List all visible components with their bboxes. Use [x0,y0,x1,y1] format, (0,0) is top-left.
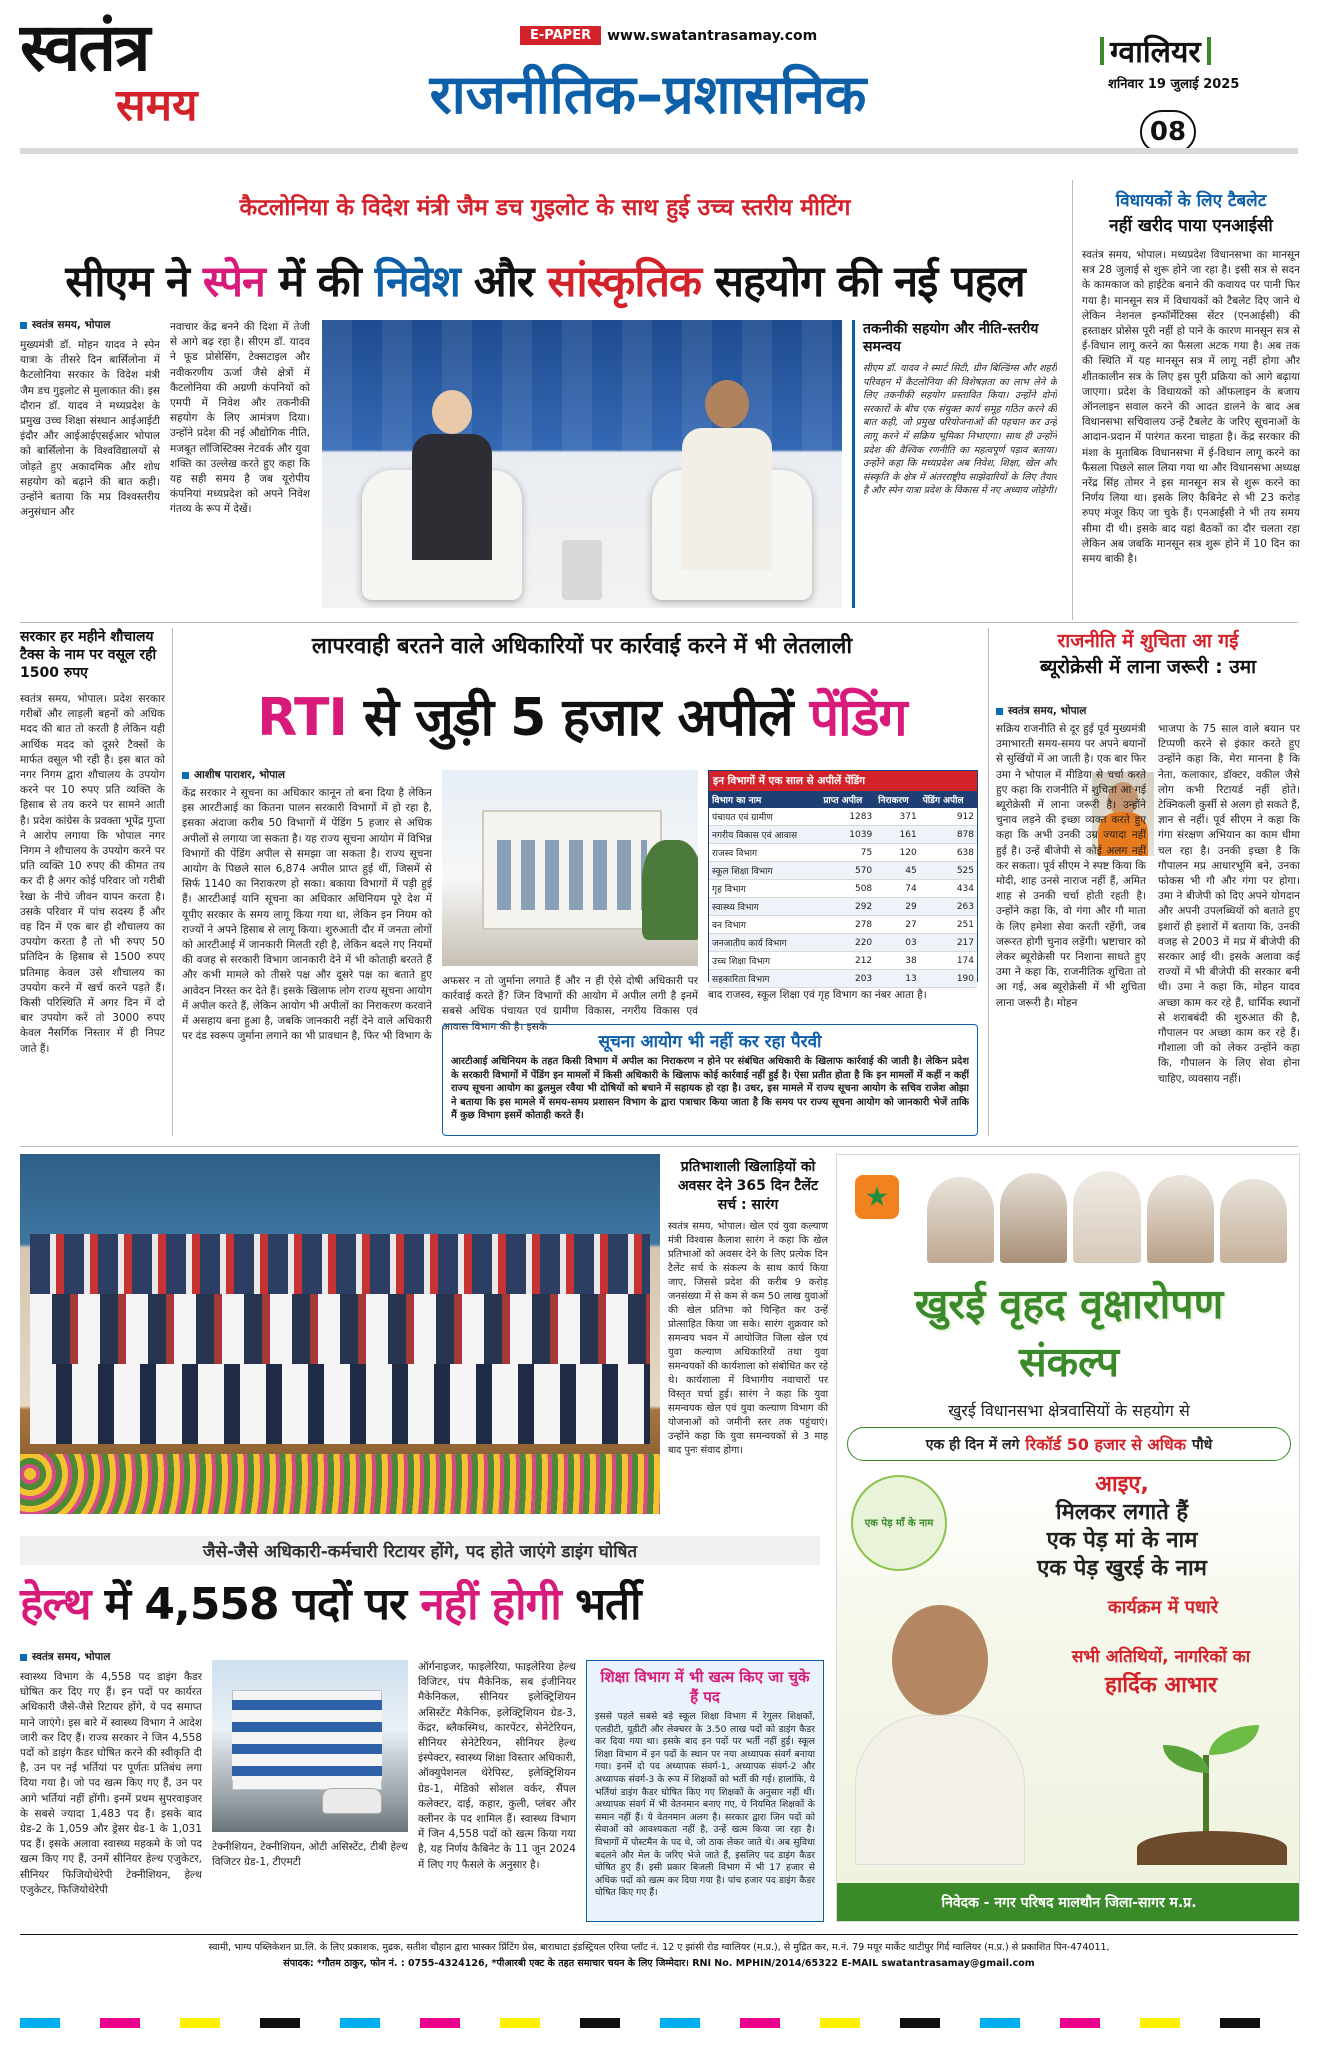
lead-col2: नवाचार केंद्र बनने की दिशा में तेजी से आगे बढ़ रहा है। सीएम डॉ. यादव ने फूड प्रोसेसिंग, टेक्सटाइल और नवीकरणीय ऊर्जा जैसे क्षेत्रों में कैटलोनिया की अग्रणी कंपनियों को एमपी में निवेश और तकनीकी सहयोग के लिए आमंत्रण दिया। उन्होंने प्रदेश की नई औद्योगिक नीति, मजबूत लॉजिस्टिक्स नेटवर्क और युवा शक्ति का उल्लेख करते हुए कहा कि यह सही समय है जब यूरोपीय कंपनियां मध्यप्रदेश को अपने निवेश गंतव्य के रूप में देखें। [170,321,310,516]
table-cell: 1283 [820,808,875,826]
advert-footer: निवेदक - नगर परिषद मालथौन जिला-सागर म.प्र. [837,1883,1300,1922]
portrait-head-icon [892,1605,988,1715]
health-col2: ऑर्गनाइजर, फाइलेरिया, फाइलेरिया हेल्थ विजिटर, पंप मैकेनिक, सब इंजीनियर मैकेनिकल, सीनियर इलेक्ट्रिशियन असिस्टेंट मैकेनिक, इलेक्ट्रिशियन ग्रेड-3, केंद्रर, ब्लैकस्मिथ, कारपेंटर, सेनेटेरियन, सीनियर सेनेटेरियन, सीनियर हेल्थ इंस्पेक्टर, स्वास्थ्य शिक्षा विस्तार अधिकारी, ऑक्युपेशनल थेरेपिस्ट, इलेक्ट्रिशियन ग्रेड-1, मेडिको सोशल वर्कर, सैंपल कलेक्टर, दाई, कहार, कुली, प्लंबर और क्लीनर के पद शामिल हैं। स्वास्थ्य विभाग में जिन 4,558 पदों को खत्म किया गया है, यह निर्णय कैबिनेट के 11 जून 2024 में लिए गए फैसले के अनुसार है। [418,1661,576,1871]
uma-headline [996,628,1300,680]
headline-part: पेंडिंग [809,688,907,748]
table-cell: 75 [820,844,875,862]
table-row [709,916,977,934]
thanks-line1: सभी अतिथियों, नागरिकों का [1071,1647,1251,1667]
table-cell: नगरीय विकास एवं आवास [709,826,820,844]
headline-part: सांस्कृतिक [547,257,702,307]
table-cell: 278 [820,916,875,934]
section-divider [20,1146,1298,1147]
table-cell: 45 [875,862,920,880]
program-line: कार्यक्रम में पधारे [1107,1597,1219,1618]
headline-part: स्पेन [202,257,265,307]
advert-title-line1: खुरई वृहद वृक्षारोपण [914,1280,1224,1328]
campaign-badge-text: एक पेड़ माँ के नाम [864,1517,934,1529]
byline-text: स्वतंत्र समय, भोपाल [1008,705,1087,717]
table-header-row [709,791,977,808]
masthead-divider [20,148,1298,154]
headline-part: सीएम ने [65,257,203,307]
toilet-headline: सरकार हर महीने शौचालय टैक्स के नाम पर वसूल रही 1500 रुपए [20,629,157,681]
table-cell: 190 [920,970,977,988]
byline-text: स्वतंत्र समय, भोपाल [32,319,111,331]
boxout-title: शिक्षा विभाग में भी खत्म किए जा चुके हैं पद [600,1668,810,1706]
table-row [709,844,977,862]
health-headline [20,1572,820,1632]
leader-portrait-icon [1220,1179,1287,1263]
rti-byline [182,768,285,782]
city-label [1100,30,1211,71]
advert-record-banner [847,1427,1291,1461]
leader-portrait-icon [1000,1173,1067,1263]
table-cell: 174 [920,952,977,970]
invite-line: एक पेड़ मां के नाम [1046,1528,1198,1553]
table-title: इन विभागों में एक साल से अपीलें पेंडिंग [709,771,977,791]
health-kicker: जैसे-जैसे अधिकारी-कर्मचारी रिटायर होंगे, पद होते जाएंगे डाइंग घोषित [20,1536,820,1565]
leader-portrait-icon [927,1177,994,1263]
column-divider [988,628,989,1136]
table-cell: 74 [875,880,920,898]
minister-portrait [855,1585,1025,1865]
lead-photo [322,320,842,608]
table-header: पेंडिंग अपील [920,791,977,808]
sidebar-text: सीएम डॉ. यादव ने स्मार्ट सिटी, ग्रीन बिल्डिंग्स और शहरी परिवहन में कैटलोनिया की विशेषज्ञता का लाभ लेने के लिए तकनीकी सहयोग प्रस्तावित किया। उन्होंने दोनों सरकारों के बीच एक संयुक्त कार्य समूह गठित करने की बात कही, जो प्रमुख परियोजनाओं की पहचान कर उन्हें लागू करने में सक्रिय भूमिका निभाएगा। साथ ही उन्होंने प्रदेश की वैश्विक रणनीति का महत्वपूर्ण पड़ाव बताया। उन्होंने कहा कि मध्यप्रदेश अब निवेश, शिक्षा, खेल और संस्कृति के क्षेत्र में अंतरराष्ट्रीय साझेदारियों के लिए तैयार है और स्पेन यात्रा प्रदेश के विकास में नए अध्याय जोड़ेगी। [863,363,1057,497]
table-cell: 292 [820,898,875,916]
boxout-text: इससे पहले सबसे बड़े स्कूल शिक्षा विभाग में रेगुलर शिक्षकों, एलडीटी, यूडीटी और लेक्चरर के 3.50 लाख पदों को डाइंग कैडर कर दिया गया था। इसके बाद इन पदों पर भर्ती नहीं हुई। स्कूल शिक्षा विभाग में इन पदों के स्थान पर नया अध्यापक संवर्ग बनाया गया। इनमें दो पद अध्यापक संवर्ग-1, अध्यापक संवर्ग-2 और अध्यापक संवर्ग-3 के रूप में शिक्षकों को भर्ती की गई। हालांकि, ये भर्तियां डाइंग कैडर घोषित किए गए शिक्षकों के अनुसार नहीं थीं। अध्यापक संवर्ग में भी वेतनमान बनाए गए, ये नियमित शिक्षकों के समान नहीं हैं। ये वेतनमान अलग है। सरकार द्वारा जिन पदों को सेवाओं को आवश्यकता नहीं है, उन्हें खत्म किया जा रहा है। विभागों में पोस्टमैन के पद थे, जो ठाक लेकर जाते थे। अब सुविधा बदलने और मेल के जरिए भेजे जाते हैं, इसलिए पद डाइंग कैडर घोषित हुए हैं। इसी प्रकार बिजली विभाग में भी 17 हजार से अधिक पदों को खत्म कर दिया गया है। पांच हजार पद डाइंग कैडर घोषित किए गए हैं। [595,1711,815,1899]
headline-part: निवेश [374,257,460,307]
table-row [709,934,977,952]
tree-icon [642,840,698,940]
imprint-line2: संपादक: *गौतम ठाकुर, फोन नं. : 0755-4324126, *पीआरबी एक्ट के तहत समाचार चयन के लिए जिम्मेदार। RNI No. MPHIN/2014/65322 E-MAIL swatantrasamay@gmail.com [283,1958,1035,1969]
table-cell: वन विभाग [709,916,820,934]
invite-line: एक पेड़ खुरई के नाम [1037,1556,1207,1581]
table-header: प्राप्त अपील [820,791,875,808]
rti-boxout [442,1024,978,1136]
uma-headline-line1: राजनीति में शुचिता आ गई [1057,630,1239,652]
table-cell: गृह विभाग [709,880,820,898]
portrait-body-icon [855,1715,1025,1865]
tablet-headline [1082,188,1300,236]
table-header: विभाग का नाम [709,791,820,808]
logo-line2: समय [116,80,198,131]
byline-text: आशीष पाराशर, भोपाल [194,769,285,781]
crowd-back-row-icon [30,1234,650,1294]
table-cell: 434 [920,880,977,898]
headline-part: में 4,558 पदों पर [90,1579,421,1630]
epaper-strip [520,26,817,45]
health-byline [20,1650,110,1664]
section-title: राजनीतिक–प्रशासनिक [429,63,867,126]
column-divider [172,628,173,1136]
leaders-photo-strip [927,1169,1287,1263]
side-table-icon [562,540,602,600]
sports-text: स्वतंत्र समय, भोपाल। खेल एवं युवा कल्याण मंत्री विश्वास कैलाश सारंग ने कहा कि खेल प्रतिभाओं को अवसर देने के लिए प्रत्येक दिन टैलेंट सर्च के संकल्प के साथ कार्य किया जाए, जिससे प्रदेश की करीब 9 करोड़ जनसंख्या में से कम से कम 50 लाख युवाओं की खेल प्रतिभा को चिन्हित कर उन्हें प्रोत्साहित किया जा सके। सारंग शुक्रवार को समन्वय भवन में आयोजित जिला खेल एवं युवा कल्याण अधिकारियों तथा युवा समन्वयकों की कार्यशाला को संबोधित कर रहे थे। कार्यशाला में विभागीय नवाचारों पर विस्तृत चर्चा हुई। सारंग ने कहा कि युवा समन्वयक खेल एवं युवा कल्याण विभाग की योजनाओं को जमीनी स्तर तक पहुंचाएं। उन्होंने कहा कि युवा समन्वयकों से 3 माह बाद पुनः संवाद होगा। [668,1221,828,1456]
tablet-headline-line2: नहीं खरीद पाया एनआईसी [1109,216,1273,236]
invite-line: मिलकर लगाते हैं [1055,1500,1189,1525]
footer-divider [20,1934,1298,1935]
table-cell: 13 [875,970,920,988]
person-right-icon [682,380,772,570]
uma-byline [996,704,1086,718]
table-cell: स्कूल शिक्षा विभाग [709,862,820,880]
byline-marker-icon [20,1654,27,1661]
uma-col1-text: सक्रिय राजनीति से दूर हुई पूर्व मुख्यमंत्री उमाभारती समय-समय पर अपने बयानों से सुर्खियों में आ जाती है। एक बार फिर उमा ने भोपाल में मीडिया से चर्चा करते हुए कहा कि राजनीति में शुचिता आ गई ब्यूरोक्रेसी में लाना जरूरी है। उन्होंने चुनाव लड़ने की इच्छा व्यक्त करते हुए कहा कि अभी उनकी उम्र ज्यादा नहीं हुई है। उन्हें बीजेपी से कोई अलग नहीं कर सकता। पूर्व सीएम ने स्पष्ट किया कि मोदी, शाह उनसे नाराज नहीं हैं, अमित शाह से उनकी चर्चा होती रहती है। उन्होंने कहा कि, वो गंगा और गौ माता के लिए हमेशा सेवा करती रहेंगी, जब जरूरत होगी चुनाव लड़ेंगी। भ्रष्टाचार को लेकर ब्यूरोक्रेसी पर निशाना साधते हुए उमा ने कहा कि, राजनीतिक शुचिता तो आ गई, अब ब्यूरोक्रेसी में भी शुचिता लाना जरूरी है। मोहन [996,723,1146,1009]
table-row [709,898,977,916]
table-cell: 912 [920,808,977,826]
section-divider [20,622,1298,623]
headline-part: और [459,257,548,307]
crowd-front-row-icon [30,1364,650,1444]
table-cell: 570 [820,862,875,880]
page-number: 08 [1140,110,1196,154]
headline-part: नहीं होगी [420,1579,561,1630]
lead-sidebar [852,320,1057,608]
table-cell: स्वास्थ्य विभाग [709,898,820,916]
sidebar-title: तकनीकी सहयोग और नीति-स्तरीय समन्वय [863,321,1039,355]
headline-part: सहयोग की नई पहल [701,257,1025,307]
logo-line1: स्वतंत्र [20,8,149,86]
city-bars-icon [1207,37,1211,65]
table-cell: 217 [920,934,977,952]
building-windows-icon [497,840,647,910]
table-cell: 38 [875,952,920,970]
headline-part: में की [264,257,375,307]
byline-marker-icon [20,322,27,329]
uma-headline-line2: ब्यूरोक्रेसी में लाना जरूरी : उमा [1040,656,1256,678]
table-cell: 508 [820,880,875,898]
byline-marker-icon [182,772,189,779]
table-row [709,862,977,880]
car-icon [322,1788,382,1814]
plantation-advert [836,1154,1300,1922]
table-cell: जनजातीय कार्य विभाग [709,934,820,952]
table-cell: 263 [920,898,977,916]
table-cell: पंचायत एवं ग्रामीण [709,808,820,826]
boxout-text: आरटीआई अधिनियम के तहत किसी विभाग में अपील का निराकरण न होने पर संबंधित अधिकारी के खिलाफ कार्रवाई की जाती है। लेकिन प्रदेश के सरकारी विभागों में पेंडिंग इन मामलों में किसी अधिकारी के खिलाफ कोई कार्रवाई नहीं हुई है। ऐसा प्रतीत होता है कि इन मामलों में कहीं न कहीं राज्य सूचना आयोग का ढुलमुल रवैया भी दोषियों को बचाने में सहायक हो रहा है। उधर, इस मामले में राज्य सूचना आयोग के सचिव राजेश ओझा ने बताया कि इस मामले में समय-समय प्रशासन विभाग के द्वारा पत्राचार किया जाता है कि समय पर राज्य सूचना आयोग को जानकारी भेजें ताकि मैं कुछ विभाग इसमें कोताही करते हैं। [451,1056,969,1121]
byline-text: स्वतंत्र समय, भोपाल [32,1651,111,1663]
headline-part: भर्ती [560,1579,641,1630]
city-bars-icon [1100,37,1104,65]
table-cell: 878 [920,826,977,844]
hospital-photo [212,1660,408,1832]
tablet-text: स्वतंत्र समय, भोपाल। मध्यप्रदेश विधानसभा का मानसून सत्र 28 जुलाई से शुरू होने जा रहा है। इसी सत्र से सदन के कामकाज को हाईटेक बनाने की कवायद पर पानी फिर गया है। मानसून सत्र में विधायकों को टैबलेट दिए जाने थे लेकिन नेशनल इन्फॉर्मेटिक्स सेंटर (एनआईसी) की हस्ताक्षर प्रोसेस पूरी नहीं हो पाने के कारण मानसून सत्र से ई-विधान लागू करने का फैसला अटक गया है। अब तक की स्थिति में यह मानसून सत्र में लागू नहीं होगा और शीतकालीन सत्र के लिए इस पूरी प्रक्रिया को आगे बढ़ाया जाएगा। प्रदेश के विधायकों को ऑफलाइन के बजाय ऑनलाइन सवाल करने की आदत डालने के बाद अब विधानसभा सचिवालय उन्हें टैबलेट के जरिए सूचनाओं के आदान-प्रदान में पारंगत करना चाहता है। केंद्र सरकार की मंशा के मुताबिक विधानसभा में ई-विधान लागू करने का फैसला पिछले साल लिया गया था और विधानसभा अध्यक्ष नरेंद्र सिंह तोमर ने इस मानसून सत्र से शुरू करने का निर्णय लिया था। इसके लिए कैबिनेट से भी 23 करोड़ रुपए मंजूर किए जा चुके हैं। एनआईसी ने भी तय समय सीमा दी थी। इसके बाद यहां बैठकों का दौर चलता रहा लेकिन अब जबकि मानसून सत्र शुरू होने में 10 दिन का समय बाकी है। [1082,249,1300,566]
masthead [0,0,1318,158]
sports-group-photo [20,1154,660,1514]
rti-col1: केंद्र सरकार ने सूचना का अधिकार कानून तो बना दिया है लेकिन इस आरटीआई का कितना पालन सरकारी विभागों में हो रहा है, इसका अंदाजा करीब 50 विभागों में पेंडिंग 5 हजार से अधिक अपीलों से लगाया जा सकता है। यह राज्य सूचना आयोग में विभिन्न विभागों की पेंडिंग अपील से समझा जा सकता है। राज्य सूचना आयोग के पिछले साल 6,874 अपील प्राप्त हुई थीं, जिसमें से सिर्फ 1140 का निराकरण हो सका। बकाया विभागों में पड़ी हुई हैं। आरटीआई यानि सूचना का अधिकार अधिनियम पूरे देश में यूपीए सरकार के समय लागू किया गया था, लेकिन इन नियम को राज्यों ने अपने हिसाब से लागू किया। शुरुआती दौर में जनता लोगों को आरटीआई में जानकारी मिलती रही है, लेकिन बदले गए नियमों की वजह से सरकारी विभाग जानकारी देने में भी कोताही बरतते हैं और कभी मामले को तीसरे पक्ष और दूसरे पक्ष का बताते हुए आवेदन निरस्त कर देते हैं। इसके खिलाफ लोग राज्य सूचना आयोग में अपील करते हैं, लेकिन आयोग भी अपीलों का निराकरण करवाने में असहाय बना हुआ है, जबकि जानकारी नहीं देने वाले अधिकारी पर दंड स्वरूप जुर्माना लगाने का भी प्रावधान है, फिर भी विभाग के [182,787,432,1043]
table-cell: 371 [875,808,920,826]
person-left-icon [412,390,492,560]
lead-col1: मुख्यमंत्री डॉ. मोहन यादव ने स्पेन यात्रा के तीसरे दिन बार्सिलोना में कैटलोनिया सरकार के विदेश मंत्री जैम डच गुइलोट से मुलाकात की। इस दौरान डॉ. यादव ने मध्यप्रदेश के प्रमुख उच्च शिक्षा संस्थान आईआईटी इंदौर और आईआईएसईआर भोपाल को बार्सिलोना के विश्वविद्यालयों से जोड़ते हुए अकादमिक और शोध सहयोग को बढ़ाने की बात कही। उन्होंने बताया कि मप्र विश्वस्तरीय अनुसंधान और [20,339,160,519]
flower-bed-icon [20,1454,660,1514]
epaper-badge: E-PAPER [520,26,601,45]
rti-kicker: लापरवाही बरतने वाले अधिकारियों पर कार्रवाई करने में भी लेतलाली [311,634,853,659]
table-row [709,952,977,970]
lead-kicker: कैटलोनिया के विदेश मंत्री जैम डच गुइलोट के साथ हुई उच्च स्तरीय मीटिंग [239,195,851,221]
advert-subtitle: खुरई विधानसभा क्षेत्रवासियों के सहयोग से [948,1401,1190,1420]
headline-part: से जुड़ी 5 हजार अपीलें [346,688,810,748]
table-cell: 161 [875,826,920,844]
byline-marker-icon [996,708,1003,715]
rti-col2: अफसर न तो जुर्माना लगाते हैं और न ही ऐसे दोषी अधिकारी पर कार्रवाई करते हैं? जिन विभागों की आयोग में अपील लगी है इनमें सबसे अधिक पंचायत एवं ग्रामीण विकास, नगरीय विकास एवं आवास विभाग की है। इसके [442,975,698,1033]
party-logo-icon [855,1175,899,1219]
advert-title-line2: संकल्प [1018,1338,1120,1386]
health-col-under-photo: टेक्नीशियन, टेक्नीशियन, ओटी असिस्टेंट, टीबी हेल्थ विजिटर ग्रेड-1, टीएमटी [212,1841,408,1869]
imprint [20,1940,1298,1972]
banner-right: पौधे [1192,1436,1213,1453]
sapling-icon [1137,1715,1287,1865]
table-header: निराकरण [875,791,920,808]
banner-left: एक ही दिन में लगे [925,1436,1020,1453]
table-cell: 03 [875,934,920,952]
rti-building-photo [442,770,698,966]
table-cell: उच्च शिक्षा विभाग [709,952,820,970]
table-cell: 203 [820,970,875,988]
sports-headline: प्रतिभाशाली खिलाड़ियों को अवसर देने 365 दिन टैलेंट सर्च : सारंग [677,1159,819,1213]
health-col1: स्वास्थ्य विभाग के 4,558 पद डाइंग कैडर घोषित कर दिए गए हैं। इन पदों पर कार्यरत अधिकारी जैसे-जैसे रिटायर होंगे, ये पद समाप्त माने जाएंगे। इस बारे में स्वास्थ्य विभाग ने आदेश जारी कर दिए हैं। राज्य सरकार ने जिन 4,558 पदों को डाइंग कैडर घोषित करने की स्वीकृति दी है, उन पर नई भर्तियां पर पूर्णतः प्रतिबंध लगा दिया गया है। जो पद खत्म किए गए हैं, उन पर आगे भर्तियां नहीं होंगी। इनमें प्रथम सुपरवाइजर के सबसे ज्यादा 1,483 पद हैं। इसके बाद ग्रेड-2 के 1,059 और ड्रेसर ग्रेड-1 के 1,031 पद हैं। इसके अलावा स्वास्थ्य महकमे के जो पद खत्म किए गए हैं, उनमें सीनियर हेल्थ एजुकेटर, सीनियर फिजियोथेरेपी टेक्नीशियन, हेल्थ एजुकेटर, फिजियोथेरेपी [20,1671,202,1896]
registration-marks [20,2018,1298,2028]
toilet-text: स्वतंत्र समय, भोपाल। प्रदेश सरकार गरीबों और लाड़ली बहनों को अधिक मदद की बात तो करती है लेकिन यही आर्थिक मदद को दूसरे टैक्सों के मार्फत वसूल भी रही है। इस बात को नगर निगम द्वारा शौचालय के उपयोग करने पर 10 रुपए प्रति व्यक्ति के हिसाब से तय करने पर सामने आती है। प्रदेश कांग्रेस के प्रवक्ता भूपेंद्र गुप्ता ने आरोप लगाया कि भोपाल नगर निगम ने शौचालय के उपयोग करने पर प्रति व्यक्ति 10 रुपए की कीमत तय कर दी है अगर कोई परिवार जो गरीबी रेखा के नीचे जीवन यापन करता है। उसके परिवार में पांच सदस्य हैं और वह दिन में एक बार ही शौचालय का उपयोग करता है तो भी रुपए 50 प्रतिदिन के हिसाब से 1500 रुपए प्रतिमाह केवल उसे शौचालय का उपयोग करने में खर्च करने पड़ते हैं। किसी परिस्थिति में अगर दिन में दो बार उपयोग करें तो 3000 रुपए केवल नैसर्गिक निस्तार में ही निपट जाते हैं। [20,693,165,1055]
table-cell: 251 [920,916,977,934]
uma-col1 [996,722,1146,1136]
table-row [709,826,977,844]
invite-line: आइए, [1095,1472,1149,1497]
lead-headline [20,250,1070,309]
crowd-middle-row-icon [30,1294,650,1364]
rti-table-box [708,770,978,985]
table-cell: राजस्व विभाग [709,844,820,862]
uma-col2: भाजपा के 75 साल वाले बयान पर टिप्पणी करने से इंकार करते हुए उन्होंने कहा कि, मेरा मानना है कि नेता, कलाकार, डॉक्टर, वकील जैसे लोग कभी रिटायर्ड नहीं होते। टेक्निकली कुर्सी से अलग हो सकते हैं, ज्ञान से नहीं। पूर्व सीएम ने कहा कि गंगा संरक्षण अभियान का काम धीमा चल रहा है। उनकी इच्छा है कि गौपालन मप्र आधारभूमि बने, उनका फोकस भी गौ और गंगा पर होगा। उमा ने बीजेपी को दिए अपने योगदान और अपनी उपलब्धियों को बताते हुए इशारों ही इशारों में बताया कि, उनकी वजह से 2003 में मप्र में बीजेपी की सरकार आई थी। इसके अलावा कई राज्यों में भी बीजेपी की सरकार बनी थी। उमा ने कहा कि, मोहन यादव अच्छा काम कर रहे हैं, धार्मिक स्थानों से शराबबंदी की शुरुआत की है, गौपालन पर अच्छा काम कर रहे हैं। गौशाला जी को लेकर उन्होंने कहा कि, गौपालन के लिए सेवा होना चाहिए, व्यवसाय नहीं। [1158,723,1300,1085]
headline-part: हेल्थ [20,1579,91,1630]
imprint-line1: स्वामी, भाग्य पब्लिकेशन प्रा.लि. के लिए प्रकाशक, मुद्रक, सतीश चौहान द्वारा भास्कर प्रिंटिंग प्रेस, बाराघाटा इंडस्ट्रियल एरिया प्लॉट नं. 12 ए झांसी रोड ग्वालियर (म.प्र.), से मुद्रित कर, म.नं. 79 मयूर मार्केट थाटीपुर गिर्द ग्वालियर (म.प्र.) से प्रकाशित पिन-474011, [208,1942,1110,1953]
logo [20,8,260,160]
leader-portrait-icon [1147,1175,1214,1263]
leader-portrait-icon [1073,1171,1140,1263]
advert-invite [947,1471,1297,1583]
tablet-headline-line1: विधायकों के लिए टैबलेट [1115,191,1267,211]
table-cell: 220 [820,934,875,952]
headline-part: RTI [257,688,347,748]
pending-appeals-table [709,791,977,988]
campaign-badge [851,1475,947,1571]
table-row [709,970,977,988]
table-cell: 29 [875,898,920,916]
website-link[interactable]: www.swatantrasamay.com [607,27,818,44]
health-boxout [586,1660,824,1922]
thanks-line2: हार्दिक आभार [1105,1673,1217,1698]
table-row [709,808,977,826]
hospital-stripes-icon [232,1700,382,1780]
column-divider [1072,180,1073,620]
rti-col3: बाद राजस्व, स्कूल शिक्षा एवं गृह विभाग का नंबर आता है। [708,989,927,1001]
table-cell: 120 [875,844,920,862]
rti-headline [182,680,982,751]
table-cell: 638 [920,844,977,862]
table-cell: 525 [920,862,977,880]
boxout-title: सूचना आयोग भी नहीं कर रहा पैरवी [598,1032,822,1052]
table-cell: 27 [875,916,920,934]
table-row [709,880,977,898]
table-cell: 212 [820,952,875,970]
banner-highlight: रिकॉर्ड 50 हजार से अधिक [1025,1435,1187,1454]
issue-date: शनिवार 19 जुलाई 2025 [1108,77,1240,92]
lead-byline [20,318,110,332]
table-cell: 1039 [820,826,875,844]
city-name: ग्वालियर [1110,35,1201,70]
table-cell: सहकारिता विभाग [709,970,820,988]
